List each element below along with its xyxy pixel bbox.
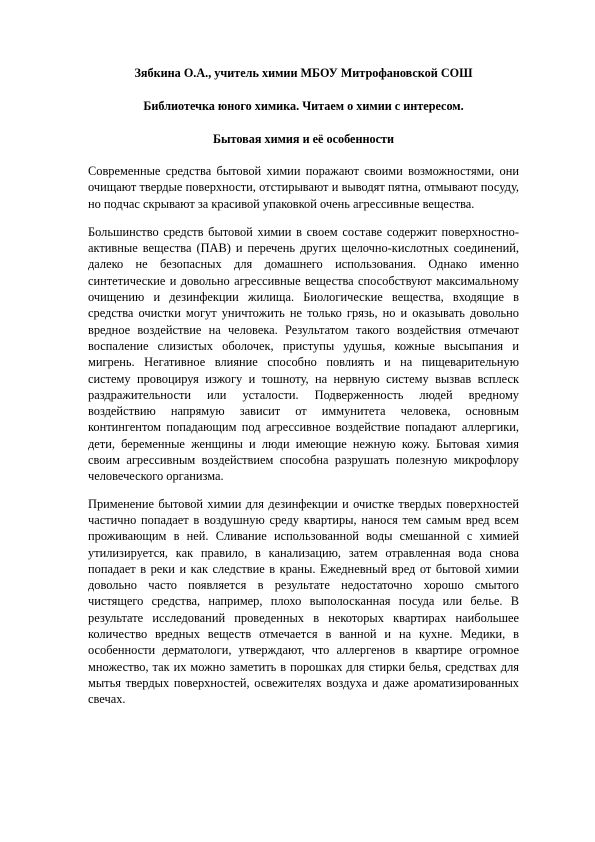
paragraph-composition: Большинство средств бытовой химии в своем составе содержит поверхностно-активные вещества (ПАВ) и перечень других щелочно-кислотных соединений, далеко не безопасных для домашнего использования. Однако именно синтетические и довольно агрессивные вещества способствуют максимальному очищению и дезинфекции жилища. Биологические вещества, входящие в средства очистки могут уничтожить не только грязь, но и оказывать довольно вредное воздействие на человека. Результатом такого воздействия отмечают воспаление слизистых оболочек, приступы удушья, кожные высыпания и мигрень. Негативное влияние способно повлиять и на пищеварительную систему провоцируя изжогу и тошноту, на нервную систему вызвав всплеск раздражительности или усталости. Подверженность людей вредному воздействию напрямую зависит от иммунитета человека, основным контингентом попадающим под агрессивное воздействие попадают аллергики, дети, беременные женщины и люди имеющие нежную кожу. Бытовая химия своим агрессивным воздействием способна разрушать полезную микрофлору человеческого организма. — [88, 224, 519, 484]
paragraph-usage: Применение бытовой химии для дезинфекции и очистке твердых поверхностей частично попадает в воздушную среду квартиры, нанося тем самым вред всем проживающим в ней. Сливание использованной воды смешанной с химией утилизируется, как правило, в канализацию, затем отравленная вода снова попадает в реки и как следствие в краны. Ежедневный вред от бытовой химии довольно часто появляется в результате недостаточно хорошо смытого чистящего средства, например, плохо выполосканная посуда или белье. В результате исследований проведенных в некоторых квартирах наибольшее количество вредных веществ отмечается в ванной и на кухне. Медики, в особенности дерматологи, утверждают, что аллергенов в квартире огромное множество, так их можно заметить в порошках для стирки белья, средствах для мытья твердых поверхностей, освежителях воздуха и даже ароматизированных свечах. — [88, 496, 519, 707]
article-title: Бытовая химия и её особенности — [212, 132, 394, 146]
series-title: Библиотечка юного химика. Читаем о химии с интересом. — [143, 99, 464, 113]
document-page — [88, 66, 519, 708]
paragraph-intro: Современные средства бытовой химии поражают своими возможностями, они очищают твердые поверхности, отстирывают и выводят пятна, отмывают посуду, но подчас скрывают за красивой упаковкой очень агрессивные вещества. — [88, 164, 519, 211]
author-line: Зябкина О.А., учитель химии МБОУ Митрофановской СОШ — [134, 66, 473, 80]
